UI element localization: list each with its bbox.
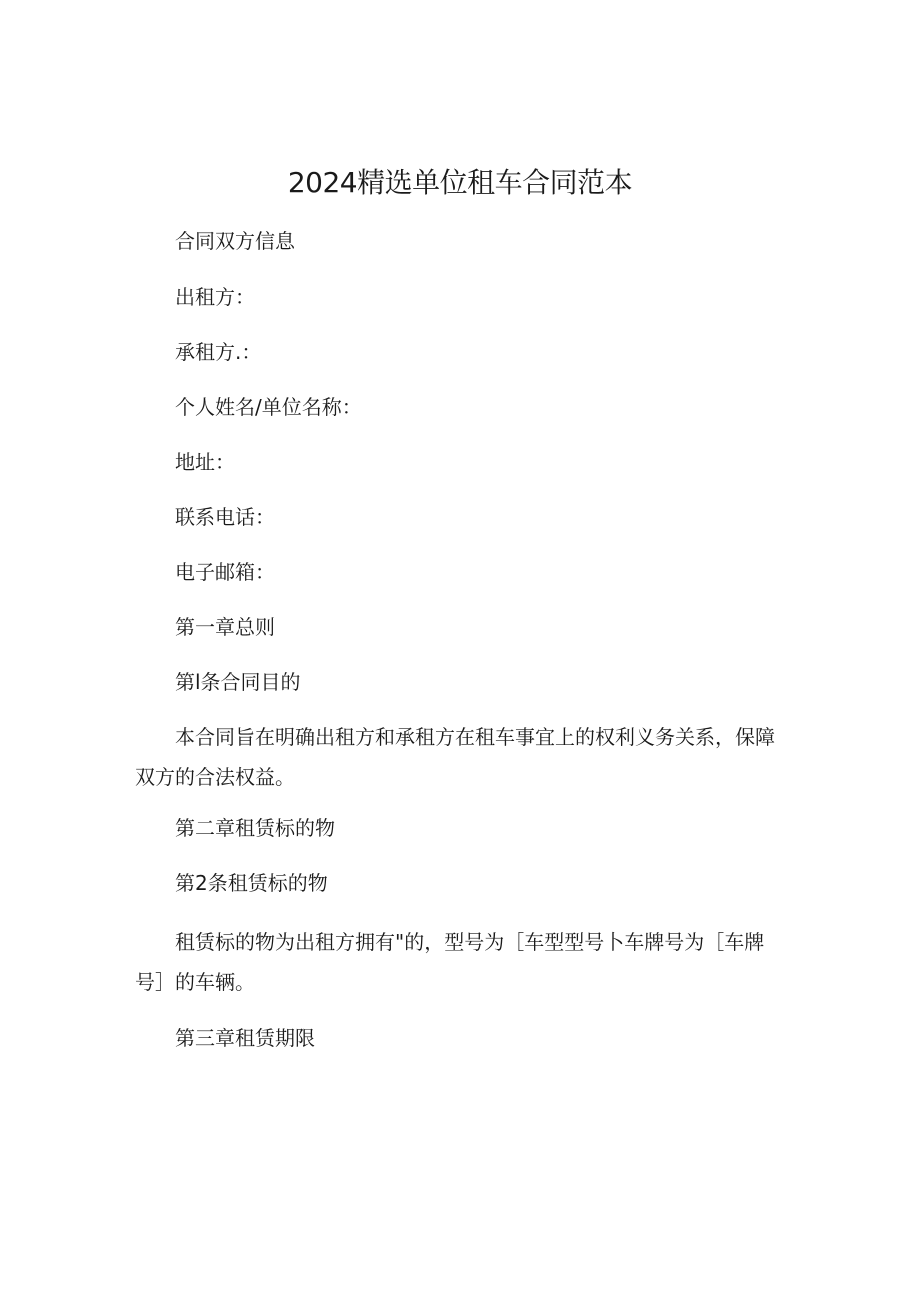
section-heading-parties: 合同双方信息 [175,229,295,253]
article-heading-2: 第2条租赁标的物 [175,871,328,895]
field-lessee: 承租方.： [175,340,262,364]
chapter-heading-2: 第二章租赁标的物 [175,816,335,840]
article-heading-1: 第l条合同目的 [175,670,301,694]
chapter-heading-1: 第一章总则 [175,615,275,639]
chapter-heading-3: 第三章租赁期限 [175,1026,315,1050]
article-body-2: 租赁标的物为出租方拥有"的，型号为［车型型号卜车牌号为［车牌号］的车辆。 [135,930,765,994]
article-body-1: 本合同旨在明确出租方和承租方在租车事宜上的权利义务关系，保障双方的合法权益。 [135,725,775,789]
field-lessor: 出租方： [175,285,255,309]
document-title: 2024精选单位租车合同范本 [287,166,633,199]
field-phone: 联系电话： [175,505,275,529]
field-email: 电子邮箱： [175,560,275,584]
field-name: 个人姓名/单位名称： [175,395,362,419]
field-address: 地址： [175,450,235,474]
